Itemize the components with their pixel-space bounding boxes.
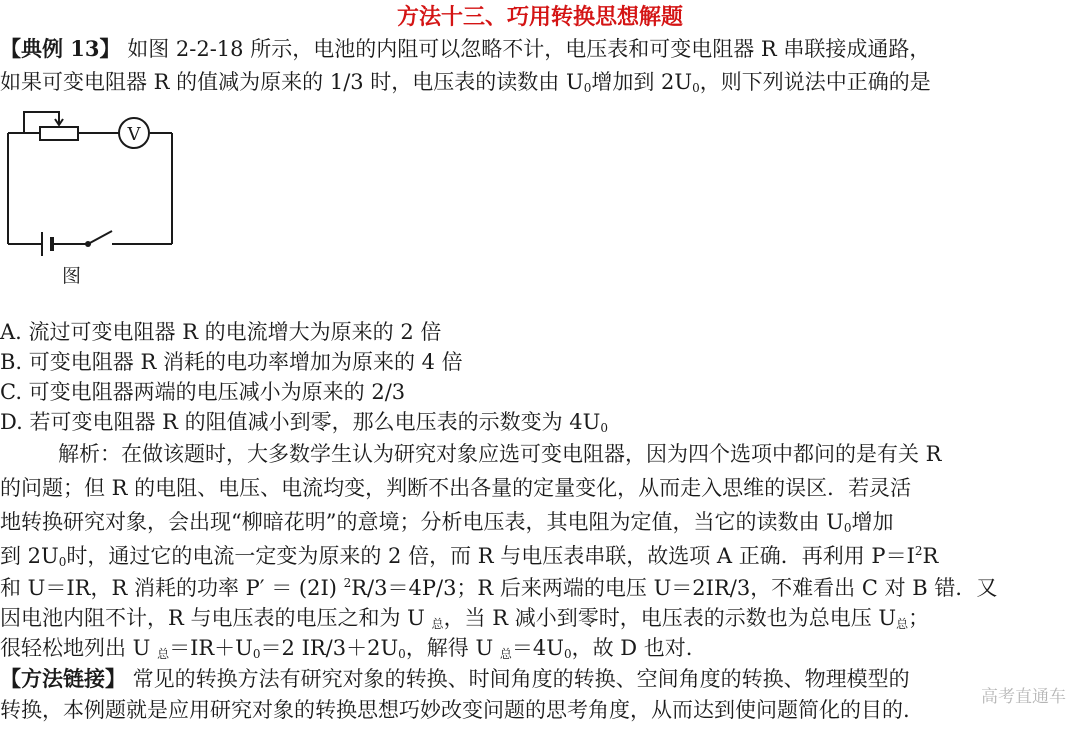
method-line-1: 【方法链接】 常见的转换方法有研究对象的转换、时间角度的转换、空间角度的转换、物理模型的	[0, 666, 910, 691]
analysis-line-6: 因电池内阻不计，R 与电压表的电压之和为 U $_总$，当 R 减小到零时，电压表的示数也为总电压 $U_总$；	[0, 606, 930, 631]
switch-symbol	[85, 231, 112, 247]
battery-symbol	[42, 232, 52, 256]
watermark: 高考直通车	[981, 687, 1066, 707]
analysis-line-2: 的问题；但 R 的电阻、电压、电流均变，判断不出各量的定量变化，从而走入思维的误区．若灵活	[0, 476, 912, 500]
method-line-2: 转换，本例题就是应用研究对象的转换思想巧妙改变问题的思考角度，从而达到使问题简化的目的.	[0, 698, 910, 722]
svg-text:V: V	[127, 124, 141, 145]
analysis-line-4: 到 $2U_0$时，通过它的电流一定变为原来的 2 倍，而 R 与电压表串联，故选项 A 正确．再利用 $P=I^2R$	[0, 544, 939, 569]
example-line-1: 【典例 13】 如图 2-2-18 所示，电池的内阻可以忽略不计，电压表和可变电阻器 R 串联接成通路，	[0, 36, 931, 61]
circuit-diagram	[0, 100, 200, 260]
analysis-line-5: 和 U＝IR，R 消耗的功率 P′ ＝ (2I) $^2$R/3＝4P/3；R 后来两端的电压 U＝2IR/3，不难看出 C 对 B 错．又	[0, 576, 998, 600]
page-title: 方法十三、巧用转换思想解题	[396, 4, 683, 30]
voltmeter-symbol	[119, 118, 149, 148]
analysis-line-3: 地转换研究对象，会出现“柳暗花明”的意境；分析电压表，其电阻为定值，当它的读数由 $U_0$增加	[0, 510, 894, 535]
option-c: C. 可变电阻器两端的电压减小为原来的 2/3	[0, 380, 406, 404]
option-b: B. 可变电阻器 R 消耗的电功率增加为原来的 4 倍	[0, 350, 463, 374]
example-line-2: 如果可变电阻器 R 的值减为原来的 1/3 时，电压表的读数由 $U_0$增加到 $2U_0$，则下列说法中正确的是	[0, 70, 931, 95]
example-tag: 【典例 13】	[0, 36, 121, 61]
resistor-symbol	[40, 127, 78, 140]
analysis-line-1: 解析：在做该题时，大多数学生认为研究对象应选可变电阻器，因为四个选项中都问的是有关 R	[58, 442, 942, 466]
figure-caption: 图	[62, 265, 82, 287]
analysis-line-7: 很轻松地列出 U $_总=IR+U_0=2$ $IR/3+2U_0$，解得 U $_总=4U_0$，故 D 也对.	[0, 636, 693, 661]
option-a: A. 流过可变电阻器 R 的电流增大为原来的 2 倍	[0, 320, 442, 344]
option-d: D. 若可变电阻器 R 的阻值减小到零，那么电压表的示数变为 $4U_0$	[0, 410, 608, 435]
method-tag: 【方法链接】	[0, 666, 126, 691]
